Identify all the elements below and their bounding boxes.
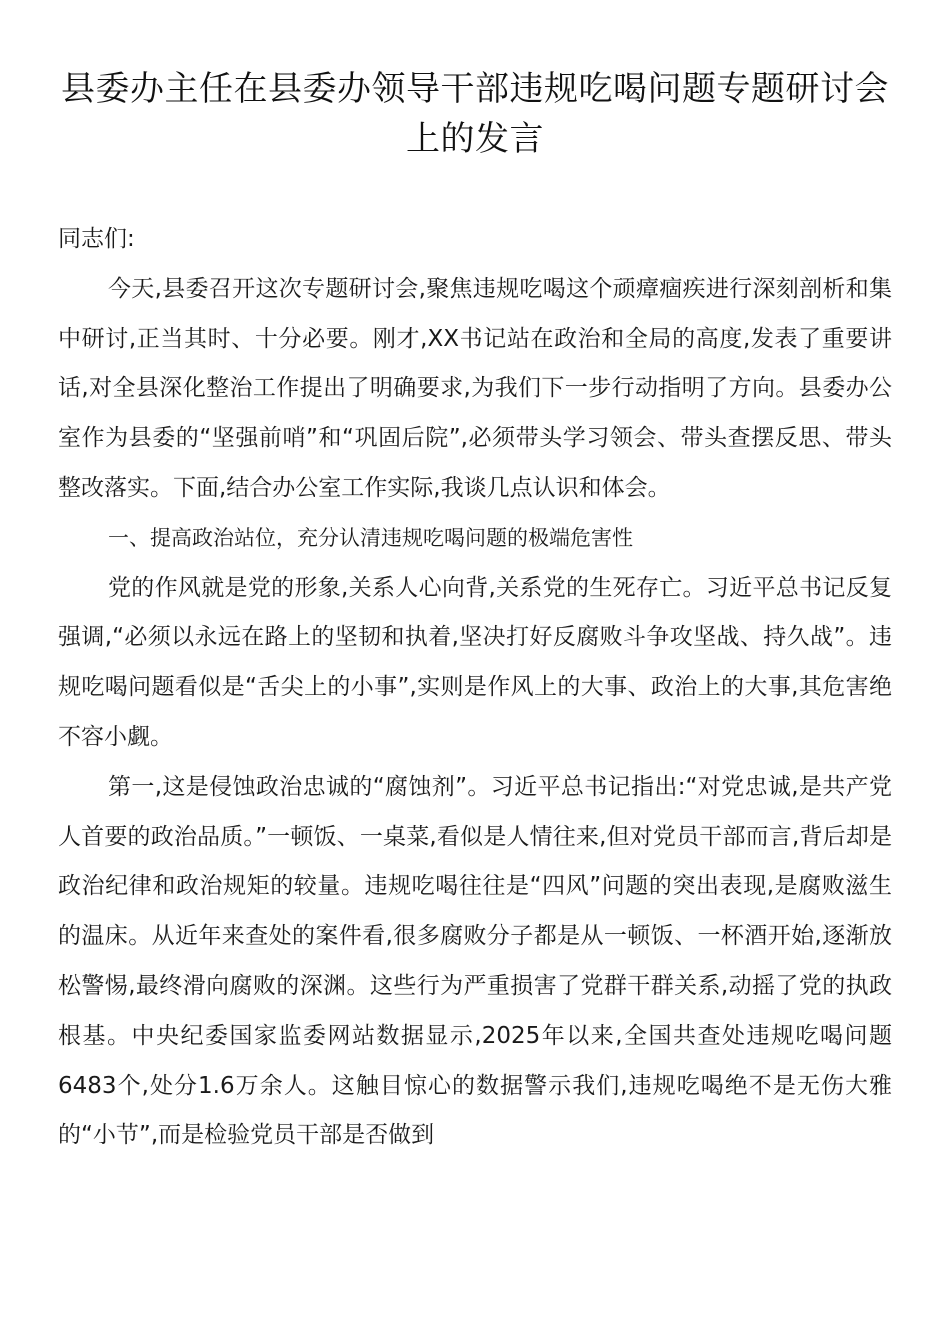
paragraph-section-1: 党的作风就是党的形象,关系人心向背,关系党的生死存亡。习近平总书记反复强调,“必须以永远在路上的坚韧和执着,坚决打好反腐败斗争攻坚战、持久战”。违规吃喝问题看似是“舌尖上的小事”,实则是作风上的大事、政治上的大事,其危害绝不容小觑。 bbox=[58, 574, 892, 750]
document-body bbox=[58, 215, 892, 1161]
section-heading-1: 一、提高政治站位，充分认清违规吃喝问题的极端危害性 bbox=[108, 525, 633, 550]
paragraph-point-1: 第一,这是侵蚀政治忠诚的“腐蚀剂”。习近平总书记指出:“对党忠诚,是共产党人首要的政治品质。”一顿饭、一桌菜,看似是人情往来,但对党员干部而言,背后却是政治纪律和政治规矩的较量。违规吃喝往往是“四风”问题的突出表现,是腐败滋生的温床。从近年来查处的案件看,很多腐败分子都是从一顿饭、一杯酒开始,逐渐放松警惕,最终滑向腐败的深渊。这些行为严重损害了党群干群关系,动摇了党的执政根基。中央纪委国家监委网站数据显示,2025年以来,全国共查处违规吃喝问题6483个,处分1.6万余人。这触目惊心的数据警示我们,违规吃喝绝不是无伤大雅的“小节”,而是检验党员干部是否做到 bbox=[58, 773, 892, 1149]
salutation: 同志们: bbox=[58, 226, 135, 252]
document-title: 县委办主任在县委办领导干部违规吃喝问题专题研讨会上的发言 bbox=[61, 69, 889, 159]
paragraph-intro: 今天,县委召开这次专题研讨会,聚焦违规吃喝这个顽瘴痼疾进行深刻剖析和集中研讨,正当其时、十分必要。刚才,XX书记站在政治和全局的高度,发表了重要讲话,对全县深化整治工作提出了明确要求,为我们下一步行动指明了方向。县委办公室作为县委的“坚强前哨”和“巩固后院”,必须带头学习领会、带头查摆反思、带头整改落实。下面,结合办公室工作实际,我谈几点认识和体会。 bbox=[58, 275, 892, 501]
